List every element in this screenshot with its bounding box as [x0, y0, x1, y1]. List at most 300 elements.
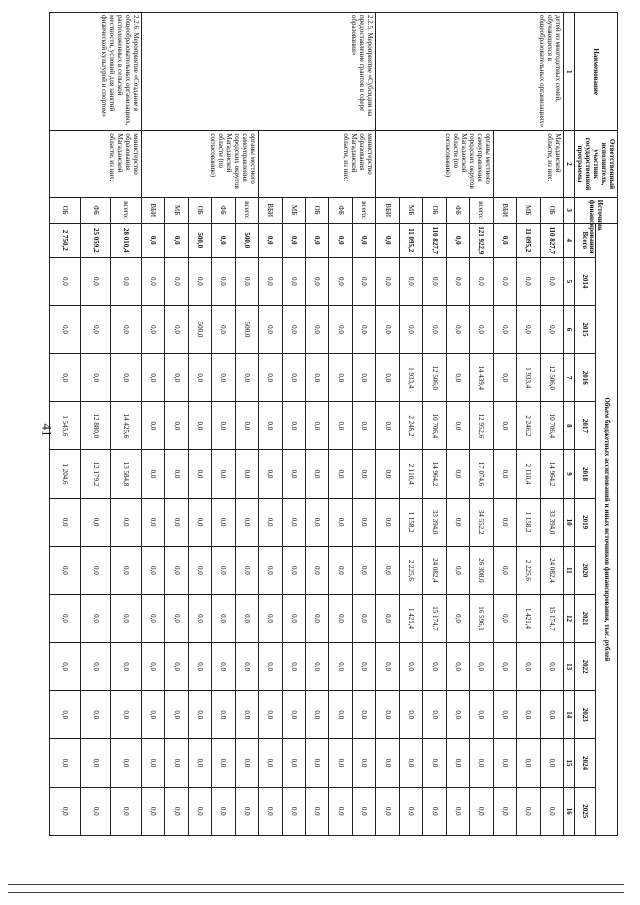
year-value: 0,0 [141, 305, 164, 353]
year-value: 0,0 [423, 739, 446, 787]
year-value: 0,0 [352, 594, 375, 642]
year-value: 1 158,2 [517, 498, 540, 546]
funding-source: МБ [517, 197, 540, 223]
table-body [50, 13, 564, 836]
year-value: 0,0 [141, 354, 164, 402]
year-value: 14 425,6 [111, 402, 142, 450]
year-value: 0,0 [423, 643, 446, 691]
year-value: 0,0 [188, 354, 211, 402]
year-value: 0,0 [540, 643, 563, 691]
column-index: 3 [564, 197, 575, 223]
total-value: 110 827,7 [423, 223, 446, 257]
year-value: 13 584,8 [111, 450, 142, 498]
funding-source: ВБИ [259, 197, 282, 223]
year-value: 0,0 [517, 691, 540, 739]
year-value: 0,0 [80, 305, 111, 353]
year-value: 0,0 [235, 257, 258, 305]
year-value: 0,0 [165, 305, 188, 353]
year-value: 1 933,4 [399, 354, 422, 402]
header-year: 2018 [575, 450, 597, 498]
year-value: 0,0 [165, 450, 188, 498]
year-value: 1 933,4 [517, 354, 540, 402]
activity-name: 2.2.5. Мероприятие «Субсидии на предоставление грантов в сфере образования» [141, 13, 376, 131]
year-value: 0,0 [329, 354, 352, 402]
year-value: 34 552,2 [470, 498, 493, 546]
year-value: 0,0 [235, 354, 258, 402]
column-index: 10 [564, 498, 575, 546]
year-value: 0,0 [80, 643, 111, 691]
total-value: 0,0 [212, 223, 235, 257]
year-value: 1 421,4 [399, 594, 422, 642]
total-value: 2 750,2 [50, 223, 81, 257]
responsible-executor: органы местного самоуправления городских округов Магаданской области (по согласованию) [141, 131, 258, 197]
year-value: 0,0 [446, 305, 469, 353]
year-value: 0,0 [306, 305, 329, 353]
total-value: 11 095,2 [399, 223, 422, 257]
year-value: 0,0 [165, 594, 188, 642]
year-value: 0,0 [540, 691, 563, 739]
year-value: 0,0 [188, 691, 211, 739]
header-year: 2024 [575, 739, 597, 787]
total-value: 0,0 [352, 223, 375, 257]
year-value: 0,0 [540, 257, 563, 305]
year-value: 0,0 [423, 257, 446, 305]
funding-source: всего: [352, 197, 375, 223]
year-value: 0,0 [259, 402, 282, 450]
year-value: 0,0 [141, 594, 164, 642]
year-value: 0,0 [235, 402, 258, 450]
year-value: 0,0 [352, 643, 375, 691]
year-value: 0,0 [50, 546, 81, 594]
year-value: 0,0 [329, 787, 352, 835]
year-value: 0,0 [188, 257, 211, 305]
funding-source: ВБИ [493, 197, 516, 223]
year-value: 0,0 [165, 498, 188, 546]
year-value: 0,0 [212, 498, 235, 546]
total-value: 0,0 [141, 223, 164, 257]
funding-source: ОБ [50, 197, 81, 223]
total-value: 0,0 [493, 223, 516, 257]
responsible-executor: Магаданской области, из них: [493, 131, 563, 197]
year-value: 0,0 [111, 546, 142, 594]
page-number: 41 [39, 423, 55, 437]
year-value: 500,0 [188, 305, 211, 353]
year-value: 0,0 [259, 739, 282, 787]
year-value: 0,0 [446, 546, 469, 594]
year-value: 0,0 [141, 257, 164, 305]
column-index: 4 [564, 223, 575, 257]
total-value: 28 010,4 [111, 223, 142, 257]
year-value: 2 225,6 [399, 546, 422, 594]
table-row [111, 13, 142, 836]
year-value: 0,0 [517, 305, 540, 353]
column-index: 11 [564, 546, 575, 594]
year-value: 0,0 [235, 546, 258, 594]
rotated-page-content [60, 12, 618, 836]
year-value: 0,0 [80, 691, 111, 739]
year-value: 0,0 [446, 691, 469, 739]
year-value: 10 706,4 [540, 402, 563, 450]
year-value: 0,0 [352, 354, 375, 402]
year-value: 0,0 [111, 257, 142, 305]
year-value: 0,0 [493, 354, 516, 402]
year-value: 0,0 [50, 643, 81, 691]
total-value: 0,0 [259, 223, 282, 257]
year-value: 0,0 [111, 739, 142, 787]
year-value: 0,0 [423, 691, 446, 739]
year-value: 0,0 [212, 257, 235, 305]
year-value: 0,0 [165, 402, 188, 450]
year-value: 0,0 [306, 498, 329, 546]
year-value: 0,0 [329, 402, 352, 450]
year-value: 0,0 [470, 257, 493, 305]
year-value: 0,0 [540, 305, 563, 353]
year-value: 2 110,4 [517, 450, 540, 498]
year-value: 1 158,2 [399, 498, 422, 546]
year-value: 0,0 [376, 691, 399, 739]
funding-source: ОБ [306, 197, 329, 223]
year-value: 0,0 [352, 498, 375, 546]
year-value: 0,0 [282, 305, 305, 353]
year-value: 0,0 [329, 546, 352, 594]
year-value: 15 174,7 [423, 594, 446, 642]
column-index: 7 [564, 354, 575, 402]
year-value: 0,0 [212, 739, 235, 787]
total-value: 11 095,2 [517, 223, 540, 257]
funding-table [49, 12, 618, 836]
year-value: 0,0 [446, 450, 469, 498]
table-row [540, 13, 563, 836]
year-value: 0,0 [329, 739, 352, 787]
year-value: 0,0 [235, 450, 258, 498]
year-value: 0,0 [376, 354, 399, 402]
year-value: 0,0 [282, 787, 305, 835]
total-value: 25 059,2 [80, 223, 111, 257]
header-year: 2022 [575, 643, 597, 691]
year-value: 0,0 [376, 305, 399, 353]
year-value: 0,0 [399, 691, 422, 739]
year-value: 0,0 [446, 354, 469, 402]
table-row [235, 13, 258, 836]
year-value: 0,0 [376, 643, 399, 691]
year-value: 0,0 [235, 691, 258, 739]
year-value: 0,0 [212, 691, 235, 739]
activity-name: детей из многодетных семей, обучающихся в общеобразовательных организациях» [376, 13, 564, 131]
year-value: 0,0 [141, 498, 164, 546]
year-value: 0,0 [141, 450, 164, 498]
year-value: 0,0 [282, 691, 305, 739]
header-responsible: Ответственный исполнитель, участник государственной программы [575, 131, 618, 197]
year-value: 0,0 [259, 450, 282, 498]
header-year: 2017 [575, 402, 597, 450]
year-value: 0,0 [212, 305, 235, 353]
year-value: 0,0 [493, 450, 516, 498]
year-value: 0,0 [282, 739, 305, 787]
year-value: 0,0 [517, 257, 540, 305]
header-year: 2025 [575, 787, 597, 835]
year-value: 0,0 [80, 594, 111, 642]
column-index: 12 [564, 594, 575, 642]
year-value: 0,0 [446, 402, 469, 450]
year-value: 0,0 [259, 643, 282, 691]
header-year: 2020 [575, 546, 597, 594]
year-value: 0,0 [111, 594, 142, 642]
year-value: 0,0 [111, 305, 142, 353]
year-value: 0,0 [306, 450, 329, 498]
funding-source: всего: [111, 197, 142, 223]
year-value: 0,0 [446, 257, 469, 305]
year-value: 0,0 [517, 787, 540, 835]
year-value: 14 439,4 [470, 354, 493, 402]
year-value: 0,0 [50, 739, 81, 787]
funding-source: ФБ [80, 197, 111, 223]
total-value: 0,0 [165, 223, 188, 257]
year-value: 0,0 [188, 546, 211, 594]
responsible-executor: органы местного самоуправления городских округов Магаданской области (по согласованию) [376, 131, 493, 197]
year-value: 0,0 [212, 546, 235, 594]
header-year: 2016 [575, 354, 597, 402]
year-value: 0,0 [80, 257, 111, 305]
year-value: 0,0 [111, 643, 142, 691]
year-value: 0,0 [111, 354, 142, 402]
column-index: 13 [564, 643, 575, 691]
year-value: 0,0 [306, 787, 329, 835]
total-value: 0,0 [329, 223, 352, 257]
year-value: 0,0 [376, 257, 399, 305]
year-value: 0,0 [329, 257, 352, 305]
year-value: 0,0 [352, 305, 375, 353]
year-value: 0,0 [188, 739, 211, 787]
year-value: 0,0 [165, 546, 188, 594]
total-value: 0,0 [282, 223, 305, 257]
total-value: 500,0 [188, 223, 211, 257]
year-value: 0,0 [517, 739, 540, 787]
year-value: 0,0 [493, 691, 516, 739]
year-value: 0,0 [423, 305, 446, 353]
funding-source: МБ [399, 197, 422, 223]
year-value: 12 506,0 [423, 354, 446, 402]
year-value: 24 082,4 [423, 546, 446, 594]
year-value: 0,0 [306, 643, 329, 691]
year-value: 0,0 [376, 402, 399, 450]
year-value: 0,0 [540, 787, 563, 835]
year-value: 0,0 [111, 498, 142, 546]
year-value: 2 110,4 [399, 450, 422, 498]
year-value: 0,0 [259, 498, 282, 546]
responsible-executor: министерство образования Магаданской области, из них: [50, 131, 142, 197]
funding-source: всего: [235, 197, 258, 223]
year-value: 0,0 [376, 450, 399, 498]
year-value: 0,0 [235, 498, 258, 546]
column-index: 1 [564, 13, 575, 131]
year-value: 0,0 [259, 257, 282, 305]
year-value: 0,0 [399, 739, 422, 787]
total-value: 0,0 [376, 223, 399, 257]
year-value: 0,0 [517, 643, 540, 691]
year-value: 0,0 [329, 594, 352, 642]
header-year: 2015 [575, 305, 597, 353]
year-value: 0,0 [212, 450, 235, 498]
year-value: 0,0 [50, 594, 81, 642]
year-value: 0,0 [329, 498, 352, 546]
year-value: 0,0 [188, 498, 211, 546]
column-index: 15 [564, 739, 575, 787]
header-funding-group: Объем бюджетных ассигнований и иных источников финансирования, тыс. рублей [596, 223, 618, 835]
year-value: 0,0 [493, 739, 516, 787]
year-value: 0,0 [493, 498, 516, 546]
column-index: 14 [564, 691, 575, 739]
year-value: 0,0 [282, 354, 305, 402]
year-value: 12 880,0 [80, 402, 111, 450]
funding-source: ОБ [423, 197, 446, 223]
year-value: 0,0 [329, 691, 352, 739]
year-value: 0,0 [376, 787, 399, 835]
year-value: 0,0 [188, 594, 211, 642]
year-value: 0,0 [141, 643, 164, 691]
header-year: 2023 [575, 691, 597, 739]
year-value: 0,0 [282, 546, 305, 594]
year-value: 0,0 [188, 402, 211, 450]
year-value: 0,0 [80, 787, 111, 835]
year-value: 500,0 [235, 305, 258, 353]
year-value: 0,0 [235, 787, 258, 835]
year-value: 0,0 [376, 546, 399, 594]
year-value: 0,0 [235, 594, 258, 642]
year-value: 10 706,4 [423, 402, 446, 450]
year-value: 0,0 [446, 787, 469, 835]
year-value: 2 246,2 [517, 402, 540, 450]
year-value: 0,0 [306, 546, 329, 594]
year-value: 0,0 [259, 594, 282, 642]
year-value: 0,0 [446, 739, 469, 787]
year-value: 12 506,0 [540, 354, 563, 402]
year-value: 0,0 [376, 739, 399, 787]
page-bottom-rule [8, 884, 624, 885]
year-value: 1 545,6 [50, 402, 81, 450]
year-value: 0,0 [352, 450, 375, 498]
year-value: 0,0 [352, 257, 375, 305]
year-value: 17 074,6 [470, 450, 493, 498]
header-year: 2014 [575, 257, 597, 305]
year-value: 0,0 [141, 787, 164, 835]
total-value: 121 922,9 [470, 223, 493, 257]
year-value: 0,0 [282, 402, 305, 450]
year-value: 0,0 [306, 691, 329, 739]
year-value: 0,0 [50, 305, 81, 353]
table-header [564, 13, 618, 836]
year-value: 0,0 [282, 257, 305, 305]
year-value: 0,0 [188, 787, 211, 835]
year-value: 26 308,0 [470, 546, 493, 594]
year-value: 0,0 [352, 546, 375, 594]
funding-source: всего: [470, 197, 493, 223]
year-value: 16 596,1 [470, 594, 493, 642]
table-row [470, 13, 493, 836]
year-value: 0,0 [470, 787, 493, 835]
year-value: 12 952,6 [470, 402, 493, 450]
total-value: 110 827,7 [540, 223, 563, 257]
column-index: 16 [564, 787, 575, 835]
year-value: 0,0 [470, 691, 493, 739]
year-value: 0,0 [376, 594, 399, 642]
year-value: 0,0 [80, 354, 111, 402]
year-value: 0,0 [259, 787, 282, 835]
year-value: 0,0 [352, 739, 375, 787]
year-value: 0,0 [306, 594, 329, 642]
year-value: 15 174,7 [540, 594, 563, 642]
year-value: 1 421,4 [517, 594, 540, 642]
funding-source: МБ [282, 197, 305, 223]
year-value: 0,0 [80, 739, 111, 787]
year-value: 0,0 [50, 498, 81, 546]
header-source: Источник финансирования [575, 197, 618, 223]
year-value: 0,0 [306, 402, 329, 450]
year-value: 0,0 [111, 787, 142, 835]
year-value: 0,0 [259, 354, 282, 402]
year-value: 0,0 [165, 787, 188, 835]
activity-name: 2.2.6. Мероприятие «Создание в общеобразовательных организациях, расположенных в сельской местности, условий для занятий физической культурой и спортом» [50, 13, 142, 131]
year-value: 0,0 [352, 402, 375, 450]
year-value: 33 394,0 [540, 498, 563, 546]
year-value: 0,0 [212, 354, 235, 402]
header-year: 2021 [575, 594, 597, 642]
year-value: 0,0 [235, 739, 258, 787]
year-value: 0,0 [141, 739, 164, 787]
year-value: 1 204,6 [50, 450, 81, 498]
year-value: 0,0 [329, 643, 352, 691]
funding-source: ФБ [329, 197, 352, 223]
year-value: 0,0 [540, 739, 563, 787]
header-name: Наименование [575, 13, 618, 131]
year-value: 33 394,0 [423, 498, 446, 546]
column-index: 5 [564, 257, 575, 305]
year-value: 0,0 [235, 643, 258, 691]
funding-source: ФБ [212, 197, 235, 223]
year-value: 0,0 [446, 498, 469, 546]
year-value: 0,0 [493, 594, 516, 642]
total-value: 0,0 [306, 223, 329, 257]
year-value: 0,0 [493, 402, 516, 450]
year-value: 0,0 [399, 787, 422, 835]
year-value: 0,0 [493, 787, 516, 835]
year-value: 0,0 [111, 691, 142, 739]
year-value: 0,0 [446, 594, 469, 642]
year-value: 0,0 [282, 450, 305, 498]
column-index: 9 [564, 450, 575, 498]
year-value: 0,0 [188, 450, 211, 498]
funding-source: ВБИ [376, 197, 399, 223]
year-value: 0,0 [352, 787, 375, 835]
year-value: 14 964,2 [423, 450, 446, 498]
year-value: 2 225,6 [517, 546, 540, 594]
year-value: 12 179,2 [80, 450, 111, 498]
year-value: 0,0 [50, 691, 81, 739]
year-value: 0,0 [470, 643, 493, 691]
year-value: 0,0 [212, 643, 235, 691]
page-bottom-rule [8, 892, 624, 893]
year-value: 0,0 [50, 257, 81, 305]
year-value: 0,0 [50, 787, 81, 835]
year-value: 0,0 [493, 305, 516, 353]
year-value: 0,0 [306, 739, 329, 787]
year-value: 0,0 [80, 498, 111, 546]
year-value: 14 964,2 [540, 450, 563, 498]
year-value: 0,0 [376, 498, 399, 546]
year-value: 0,0 [259, 305, 282, 353]
column-index: 6 [564, 305, 575, 353]
year-value: 0,0 [212, 787, 235, 835]
year-value: 0,0 [165, 643, 188, 691]
